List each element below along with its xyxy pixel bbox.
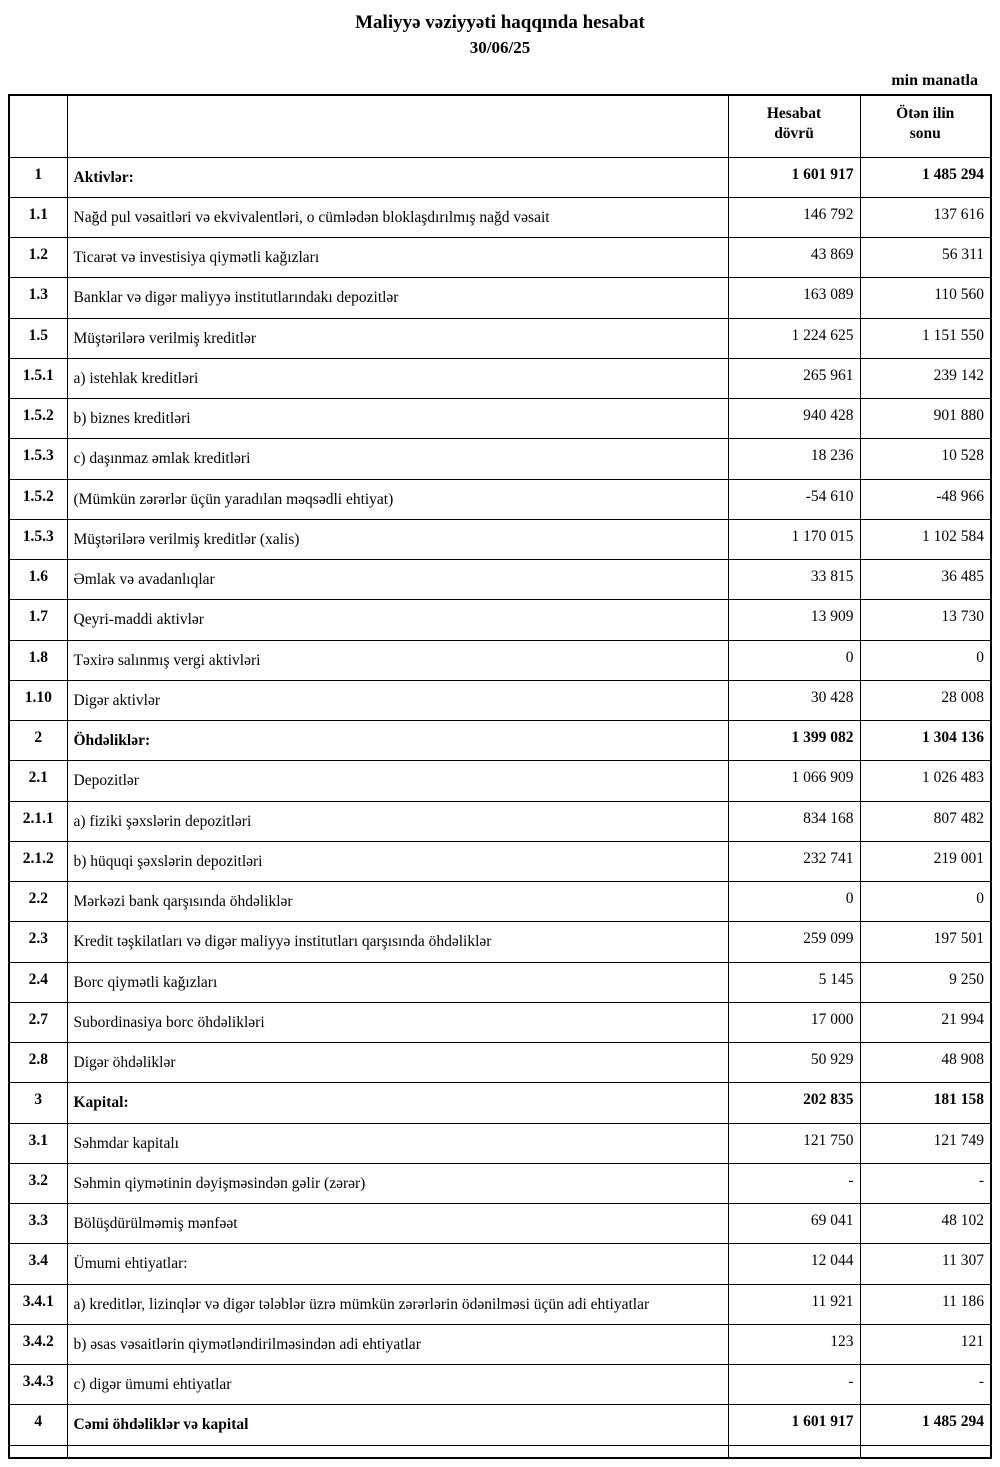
row-current-value-cell: 0 — [728, 882, 860, 922]
row-number-cell: 2.1.2 — [9, 841, 67, 881]
row-previous-value-cell: 807 482 — [860, 801, 991, 841]
row-number-cell: 3.2 — [9, 1163, 67, 1203]
header-previous-year-end: Ötən ilin sonu — [860, 95, 991, 157]
row-number-cell: 2.1.1 — [9, 801, 67, 841]
row-label-cell: Səhmdar kapitalı — [67, 1123, 728, 1163]
row-label-cell: Depozitlər — [67, 761, 728, 801]
row-previous-value-cell: 110 560 — [860, 278, 991, 318]
row-number-cell: 2.4 — [9, 962, 67, 1002]
table-row — [9, 197, 991, 237]
row-previous-value-cell: 28 008 — [860, 680, 991, 720]
table-row — [9, 962, 991, 1002]
row-previous-value-cell: 36 485 — [860, 560, 991, 600]
row-previous-value-cell: 121 749 — [860, 1123, 991, 1163]
row-current-value-cell: 1 601 917 — [728, 1405, 860, 1445]
table-row — [9, 640, 991, 680]
row-current-value-cell: 11 921 — [728, 1284, 860, 1324]
header-item — [67, 95, 728, 157]
table-row — [9, 1244, 991, 1284]
row-number-cell: 3.1 — [9, 1123, 67, 1163]
row-previous-value-cell: 181 158 — [860, 1083, 991, 1123]
row-current-value-cell: 940 428 — [728, 399, 860, 439]
row-label-cell: b) əsas vəsaitlərin qiymətləndirilməsindən adi ehtiyatlar — [67, 1324, 728, 1364]
row-current-value-cell: 121 750 — [728, 1123, 860, 1163]
row-previous-value-cell: 121 — [860, 1324, 991, 1364]
spacer-cell — [67, 1445, 728, 1458]
row-number-cell: 1.10 — [9, 680, 67, 720]
table-row — [9, 318, 991, 358]
row-previous-value-cell: 1 485 294 — [860, 1405, 991, 1445]
row-current-value-cell: 1 224 625 — [728, 318, 860, 358]
row-number-cell: 2.2 — [9, 882, 67, 922]
table-row — [9, 922, 991, 962]
row-current-value-cell: 1 399 082 — [728, 721, 860, 761]
row-current-value-cell: 43 869 — [728, 238, 860, 278]
row-current-value-cell: 1 066 909 — [728, 761, 860, 801]
row-number-cell: 3.4.2 — [9, 1324, 67, 1364]
row-label-cell: Subordinasiya borc öhdəlikləri — [67, 1002, 728, 1042]
row-number-cell: 3.4.1 — [9, 1284, 67, 1324]
row-number-cell: 1.5.2 — [9, 479, 67, 519]
row-number-cell: 2.3 — [9, 922, 67, 962]
table-row — [9, 479, 991, 519]
row-label-cell: Cəmi öhdəliklər və kapital — [67, 1405, 728, 1445]
table-row — [9, 238, 991, 278]
table-row — [9, 1123, 991, 1163]
row-current-value-cell: 13 909 — [728, 600, 860, 640]
row-previous-value-cell: 1 485 294 — [860, 157, 991, 197]
row-previous-value-cell: 11 186 — [860, 1284, 991, 1324]
row-previous-value-cell: - — [860, 1163, 991, 1203]
table-row — [9, 882, 991, 922]
row-label-cell: Kredit təşkilatları və digər maliyyə institutları qarşısında öhdəliklər — [67, 922, 728, 962]
row-number-cell: 2.7 — [9, 1002, 67, 1042]
table-row — [9, 399, 991, 439]
row-number-cell: 1.5.3 — [9, 519, 67, 559]
row-previous-value-cell: 0 — [860, 640, 991, 680]
row-previous-value-cell: 197 501 — [860, 922, 991, 962]
row-previous-value-cell: 239 142 — [860, 358, 991, 398]
row-number-cell: 3.3 — [9, 1204, 67, 1244]
table-row — [9, 1284, 991, 1324]
row-previous-value-cell: 9 250 — [860, 962, 991, 1002]
row-label-cell: Nağd pul vəsaitləri və ekvivalentləri, o cümlədən bloklaşdırılmış nağd vəsait — [67, 197, 728, 237]
table-row — [9, 1324, 991, 1364]
row-number-cell: 1.5.3 — [9, 439, 67, 479]
table-row — [9, 721, 991, 761]
row-number-cell: 3.4.3 — [9, 1365, 67, 1405]
header-row-number — [9, 95, 67, 157]
row-label-cell: (Mümkün zərərlər üçün yaradılan məqsədli ehtiyat) — [67, 479, 728, 519]
row-label-cell: Səhmin qiymətinin dəyişməsindən gəlir (zərər) — [67, 1163, 728, 1203]
table-row — [9, 1002, 991, 1042]
row-label-cell: Kapital: — [67, 1083, 728, 1123]
table-row — [9, 1365, 991, 1405]
row-number-cell: 2.1 — [9, 761, 67, 801]
row-number-cell: 1.5.2 — [9, 399, 67, 439]
row-current-value-cell: - — [728, 1365, 860, 1405]
row-number-cell: 1 — [9, 157, 67, 197]
row-label-cell: Ticarət və investisiya qiymətli kağızları — [67, 238, 728, 278]
row-current-value-cell: 12 044 — [728, 1244, 860, 1284]
table-row — [9, 680, 991, 720]
row-label-cell: Qeyri-maddi aktivlər — [67, 600, 728, 640]
row-number-cell: 1.5 — [9, 318, 67, 358]
table-row — [9, 841, 991, 881]
row-label-cell: Müştərilərə verilmiş kreditlər (xalis) — [67, 519, 728, 559]
table-row — [9, 1043, 991, 1083]
table-row — [9, 439, 991, 479]
row-previous-value-cell: 21 994 — [860, 1002, 991, 1042]
table-row — [9, 358, 991, 398]
row-previous-value-cell: 11 307 — [860, 1244, 991, 1284]
unit-note: min manatla — [891, 72, 978, 89]
row-current-value-cell: 232 741 — [728, 841, 860, 881]
row-number-cell: 1.6 — [9, 560, 67, 600]
row-label-cell: a) kreditlər, lizinqlər və digər tələblər üzrə mümkün zərərlərin ödənilməsi üçün adi ehtiyatlar — [67, 1284, 728, 1324]
row-number-cell: 1.2 — [9, 238, 67, 278]
table-header-row — [9, 95, 991, 157]
row-label-cell: Öhdəliklər: — [67, 721, 728, 761]
row-number-cell: 2.8 — [9, 1043, 67, 1083]
row-number-cell: 1.7 — [9, 600, 67, 640]
row-current-value-cell: 17 000 — [728, 1002, 860, 1042]
row-current-value-cell: 69 041 — [728, 1204, 860, 1244]
row-current-value-cell: 1 601 917 — [728, 157, 860, 197]
row-current-value-cell: 163 089 — [728, 278, 860, 318]
row-number-cell: 1.1 — [9, 197, 67, 237]
row-previous-value-cell: 1 304 136 — [860, 721, 991, 761]
table-row — [9, 761, 991, 801]
row-previous-value-cell: 10 528 — [860, 439, 991, 479]
row-label-cell: Mərkəzi bank qarşısında öhdəliklər — [67, 882, 728, 922]
row-previous-value-cell: 137 616 — [860, 197, 991, 237]
row-number-cell: 2 — [9, 721, 67, 761]
row-current-value-cell: 0 — [728, 640, 860, 680]
table-row — [9, 600, 991, 640]
spacer-cell — [9, 1445, 67, 1458]
financial-position-table — [8, 94, 992, 1459]
row-previous-value-cell: 1 151 550 — [860, 318, 991, 358]
header-current-period: Hesabat dövrü — [728, 95, 860, 157]
row-previous-value-cell: - — [860, 1365, 991, 1405]
row-previous-value-cell: 56 311 — [860, 238, 991, 278]
table-spacer-row — [9, 1445, 991, 1458]
spacer-cell — [860, 1445, 991, 1458]
row-current-value-cell: 123 — [728, 1324, 860, 1364]
row-label-cell: Banklar və digər maliyyə institutlarındakı depozitlər — [67, 278, 728, 318]
row-current-value-cell: - — [728, 1163, 860, 1203]
report-date: 30/06/25 — [469, 38, 531, 57]
page-title: Maliyyə vəziyyəti haqqında hesabat — [355, 12, 645, 33]
row-current-value-cell: 33 815 — [728, 560, 860, 600]
row-current-value-cell: 1 170 015 — [728, 519, 860, 559]
row-current-value-cell: 50 929 — [728, 1043, 860, 1083]
row-current-value-cell: 265 961 — [728, 358, 860, 398]
row-label-cell: c) daşınmaz əmlak kreditləri — [67, 439, 728, 479]
row-number-cell: 1.5.1 — [9, 358, 67, 398]
row-number-cell: 1.3 — [9, 278, 67, 318]
table-row — [9, 1204, 991, 1244]
row-label-cell: Digər öhdəliklər — [67, 1043, 728, 1083]
row-current-value-cell: 146 792 — [728, 197, 860, 237]
row-current-value-cell: 834 168 — [728, 801, 860, 841]
table-row — [9, 560, 991, 600]
row-label-cell: Ümumi ehtiyatlar: — [67, 1244, 728, 1284]
row-number-cell: 3 — [9, 1083, 67, 1123]
row-previous-value-cell: 48 908 — [860, 1043, 991, 1083]
table-row — [9, 801, 991, 841]
row-current-value-cell: 259 099 — [728, 922, 860, 962]
table-row — [9, 1163, 991, 1203]
row-previous-value-cell: 0 — [860, 882, 991, 922]
row-label-cell: Müştərilərə verilmiş kreditlər — [67, 318, 728, 358]
row-number-cell: 3.4 — [9, 1244, 67, 1284]
table-row — [9, 157, 991, 197]
row-label-cell: Digər aktivlər — [67, 680, 728, 720]
row-previous-value-cell: 1 026 483 — [860, 761, 991, 801]
row-label-cell: b) biznes kreditləri — [67, 399, 728, 439]
spacer-cell — [728, 1445, 860, 1458]
table-row — [9, 519, 991, 559]
row-label-cell: Bölüşdürülməmiş mənfəət — [67, 1204, 728, 1244]
row-previous-value-cell: 1 102 584 — [860, 519, 991, 559]
row-current-value-cell: 18 236 — [728, 439, 860, 479]
row-current-value-cell: 5 145 — [728, 962, 860, 1002]
row-number-cell: 1.8 — [9, 640, 67, 680]
row-current-value-cell: -54 610 — [728, 479, 860, 519]
row-label-cell: Əmlak və avadanlıqlar — [67, 560, 728, 600]
row-previous-value-cell: 13 730 — [860, 600, 991, 640]
row-label-cell: Təxirə salınmış vergi aktivləri — [67, 640, 728, 680]
row-label-cell: Aktivlər: — [67, 157, 728, 197]
row-label-cell: a) istehlak kreditləri — [67, 358, 728, 398]
row-previous-value-cell: -48 966 — [860, 479, 991, 519]
row-label-cell: a) fiziki şəxslərin depozitləri — [67, 801, 728, 841]
row-label-cell: c) digər ümumi ehtiyatlar — [67, 1365, 728, 1405]
table-row — [9, 1083, 991, 1123]
row-label-cell: Borc qiymətli kağızları — [67, 962, 728, 1002]
row-label-cell: b) hüquqi şəxslərin depozitləri — [67, 841, 728, 881]
row-number-cell: 4 — [9, 1405, 67, 1445]
row-previous-value-cell: 48 102 — [860, 1204, 991, 1244]
table-row — [9, 278, 991, 318]
row-previous-value-cell: 901 880 — [860, 399, 991, 439]
row-current-value-cell: 202 835 — [728, 1083, 860, 1123]
row-current-value-cell: 30 428 — [728, 680, 860, 720]
row-previous-value-cell: 219 001 — [860, 841, 991, 881]
